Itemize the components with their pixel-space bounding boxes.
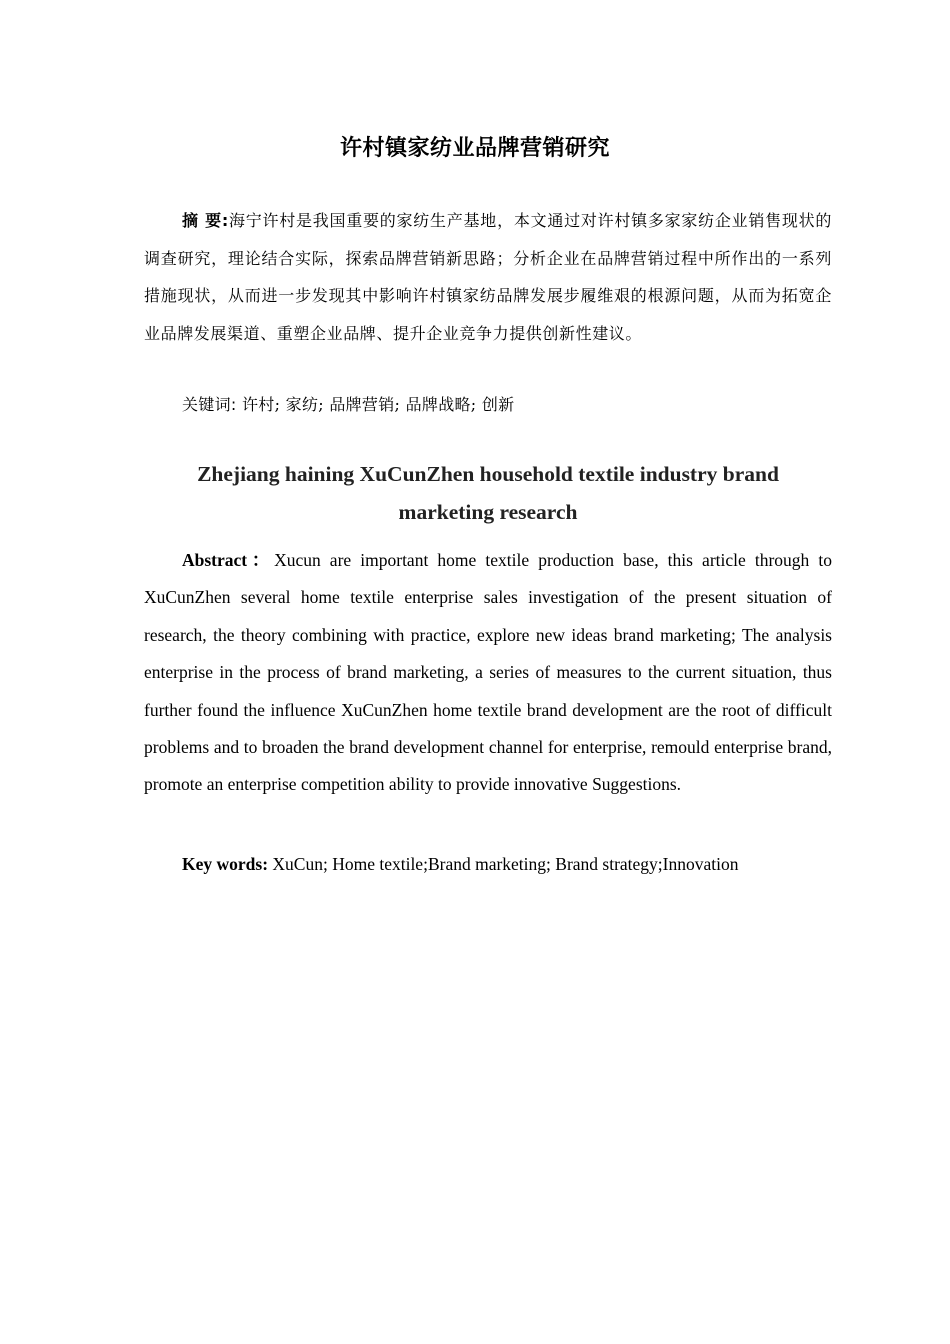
chinese-abstract-text: 海宁许村是我国重要的家纺生产基地，本文通过对许村镇多家家纺企业销售现状的调查研究，理论结合实际，探索品牌营销新思路；分析企业在品牌营销过程中所作出的一系列措施现状，从而进一步发现其中影响许村镇家纺品牌发展步履维艰的根源问题，从而为拓宽企业品牌发展渠道、重塑企业品牌、提升企业竞争力提供创新性建议。 <box>144 211 832 343</box>
chinese-abstract-label: 摘 要: <box>182 211 229 230</box>
chinese-keywords-label: 关键词: <box>182 395 237 414</box>
chinese-abstract <box>144 202 832 352</box>
english-abstract <box>144 542 832 804</box>
english-abstract-text: Xucun are important home textile production base, this article through to XuCunZhen several home textile enterprise sales investigation of the present situation of research, the theory combining with practice, explore new ideas brand marketing; The analysis enterprise in the process of brand marketing, a series of measures to the current situation, thus further found the influence XuCunZhen home textile brand development are the root of difficult problems and to broaden the brand development channel for enterprise, remould enterprise brand, promote an enterprise competition ability to provide innovative Suggestions. <box>144 550 833 795</box>
chinese-keywords <box>182 387 832 423</box>
english-title: Zhejiang haining XuCunZhen household textile industry brand marketing research <box>197 462 779 524</box>
english-abstract-label: Abstract： <box>182 550 275 570</box>
chinese-keywords-text: 许村; 家纺; 品牌营销; 品牌战略; 创新 <box>236 395 515 414</box>
english-keywords <box>182 845 832 883</box>
english-keywords-label: Key words: <box>182 854 269 874</box>
chinese-title: 许村镇家纺业品牌营销研究 <box>339 136 610 161</box>
english-keywords-text: XuCun; Home textile;Brand marketing; Brand strategy;Innovation <box>268 854 739 874</box>
